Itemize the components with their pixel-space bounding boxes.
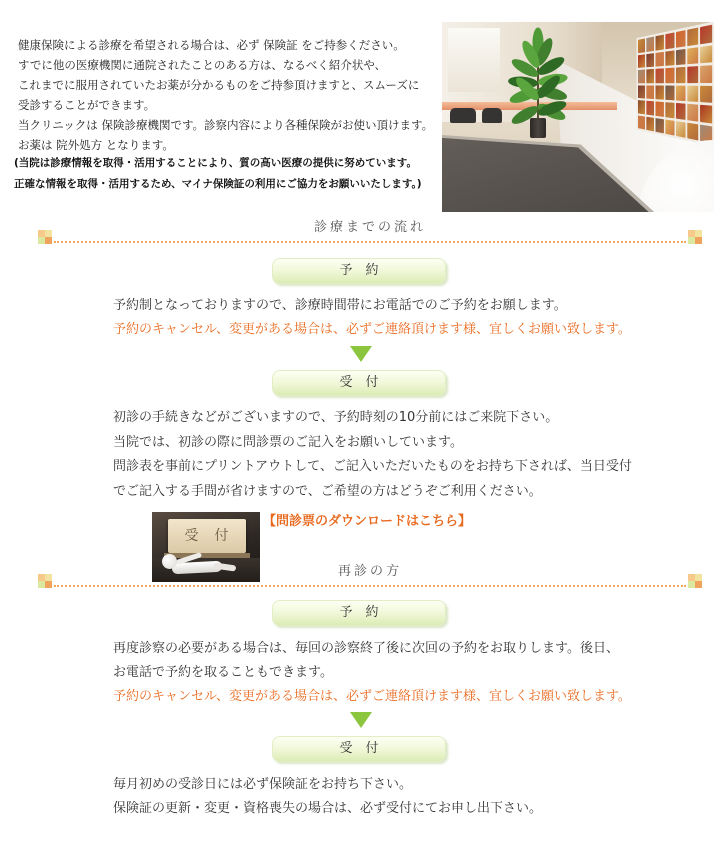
mosaic-tile bbox=[687, 104, 698, 121]
mosaic-tile bbox=[665, 102, 674, 118]
reception-sign: 受 付 bbox=[168, 519, 246, 553]
photo-chair bbox=[482, 108, 502, 123]
cancel-notice: 予約のキャンセル、変更がある場合は、必ずご連絡頂けます様、宜しくお願い致します。 bbox=[113, 322, 631, 337]
step-label-reception: 受 付 bbox=[272, 736, 446, 762]
step-text-reception bbox=[113, 406, 632, 504]
mosaic-tile bbox=[646, 37, 654, 52]
mosaic-tile bbox=[646, 116, 654, 131]
mosaic-tile bbox=[665, 68, 674, 83]
intro-line: すでに他の医療機関に通院されたことのある方は、なるべく紹介状や、 bbox=[18, 58, 387, 72]
mosaic-tile bbox=[638, 70, 645, 83]
mosaic-tile bbox=[655, 51, 663, 66]
mosaic-tile bbox=[655, 118, 663, 134]
step-line: 毎月初めの受診日には必ず保険証をお持ち下さい。 bbox=[113, 777, 413, 792]
cancel-notice: 予約のキャンセル、変更がある場合は、必ずご連絡頂けます様、宜しくお願い致します。 bbox=[113, 689, 631, 704]
my-number-notice bbox=[14, 153, 440, 195]
mosaic-tile bbox=[687, 47, 698, 64]
mosaic-tile bbox=[646, 53, 654, 67]
down-arrow-icon bbox=[350, 712, 372, 728]
mosaic-tile bbox=[700, 25, 712, 44]
photo-chair bbox=[450, 108, 476, 123]
section-heading-first-visit bbox=[38, 220, 702, 244]
dotted-divider bbox=[54, 241, 686, 243]
mosaic-tile bbox=[665, 50, 674, 66]
mosaic-tile bbox=[665, 32, 674, 48]
step-label-reception: 受 付 bbox=[272, 370, 446, 396]
section-heading-revisit bbox=[38, 564, 702, 588]
section-title: 再診の方 bbox=[337, 564, 402, 579]
step-line: 当院では、初診の際に問診票のご記入をお願いしています。 bbox=[113, 434, 463, 450]
mosaic-tile bbox=[638, 85, 645, 98]
intro-text bbox=[18, 35, 440, 155]
reception-sign-base bbox=[164, 553, 250, 558]
mosaic-tile bbox=[687, 122, 698, 140]
clinic-interior-photo bbox=[442, 22, 714, 212]
mosaic-tile bbox=[676, 67, 686, 83]
intro-line: 健康保険による診療を希望される場合は、必ず 保険証 をご持参ください。 bbox=[18, 38, 405, 52]
step-line: お電話で予約を取ることもできます。 bbox=[113, 665, 333, 680]
notice-line: (当院は診療情報を取得・活用することにより、質の高い医療の提供に努めています。 bbox=[14, 157, 417, 169]
mosaic-tile bbox=[665, 119, 674, 135]
questionnaire-download-link[interactable]: 【問診票のダウンロードはこちら】 bbox=[263, 514, 472, 529]
dotted-divider bbox=[54, 585, 686, 587]
intro-line: これまでに服用されていたお薬が分かるものをご持参頂けますと、スムーズに bbox=[18, 78, 420, 92]
step-text-reservation bbox=[113, 637, 631, 709]
mosaic-tile bbox=[676, 30, 686, 47]
mosaic-tile bbox=[646, 69, 654, 83]
step-text-reception bbox=[113, 773, 542, 821]
intro-line: 受診することができます。 bbox=[18, 98, 156, 112]
step-line: 保険証の更新・変更・資格喪失の場合は、必ず受付にてお申し出下さい。 bbox=[113, 801, 543, 816]
mosaic-tile bbox=[676, 85, 686, 101]
tile-mosaic bbox=[637, 22, 714, 150]
step-line: 予約制となっておりますので、診療時間帯にお電話でのご予約をお願します。 bbox=[113, 298, 567, 313]
plant-pot bbox=[530, 118, 546, 138]
mosaic-tile bbox=[665, 85, 674, 100]
notice-line: 正確な情報を取得・活用するため、マイナ保険証の利用にご協力をお願いいたします。) bbox=[14, 178, 422, 190]
mosaic-tile bbox=[700, 65, 712, 82]
mosaic-tile bbox=[687, 27, 698, 45]
mosaic-tile bbox=[700, 85, 712, 102]
intro-line: お薬は 院外処方 となります。 bbox=[18, 138, 174, 152]
section-title: 診療までの流れ bbox=[313, 220, 426, 235]
photo-window bbox=[448, 28, 500, 92]
mosaic-tile bbox=[638, 100, 645, 114]
step-line: 初診の手続きなどがございますので、予約時刻の10分前にはご来院下さい。 bbox=[113, 410, 559, 425]
mosaic-tile bbox=[638, 54, 645, 68]
mosaic-tile bbox=[700, 45, 712, 63]
intro-line: 当クリニックは 保険診療機関です。診察内容により各種保険がお使い頂けます。 bbox=[18, 118, 434, 132]
mosaic-tile bbox=[676, 48, 686, 65]
mosaic-tile bbox=[646, 101, 654, 115]
step-line: でご記入する手間が省けますので、ご希望の方はどうぞご利用ください。 bbox=[113, 483, 542, 499]
step-line: 問診表を事前にプリントアウトして、ご記入いただいたものをお持ち下されば、当日受付 bbox=[113, 459, 632, 474]
mosaic-tile bbox=[700, 105, 712, 123]
mosaic-tile bbox=[676, 121, 686, 138]
down-arrow-icon bbox=[350, 346, 372, 362]
mosaic-tile bbox=[676, 103, 686, 120]
mosaic-tile bbox=[655, 68, 663, 83]
mosaic-tile bbox=[638, 115, 645, 129]
mosaic-tile bbox=[655, 101, 663, 116]
step-label-reservation: 予 約 bbox=[272, 600, 446, 626]
mosaic-tile bbox=[646, 85, 654, 99]
step-text-reservation bbox=[113, 294, 631, 342]
step-line: 再度診察の必要がある場合は、毎回の診察終了後に次回の予約をお取りします。後日、 bbox=[113, 641, 619, 656]
mosaic-tile bbox=[655, 35, 663, 51]
step-label-reservation: 予 約 bbox=[272, 258, 446, 284]
mosaic-tile bbox=[687, 66, 698, 83]
mosaic-tile bbox=[638, 38, 645, 52]
mosaic-tile bbox=[655, 85, 663, 100]
mosaic-tile bbox=[687, 85, 698, 102]
